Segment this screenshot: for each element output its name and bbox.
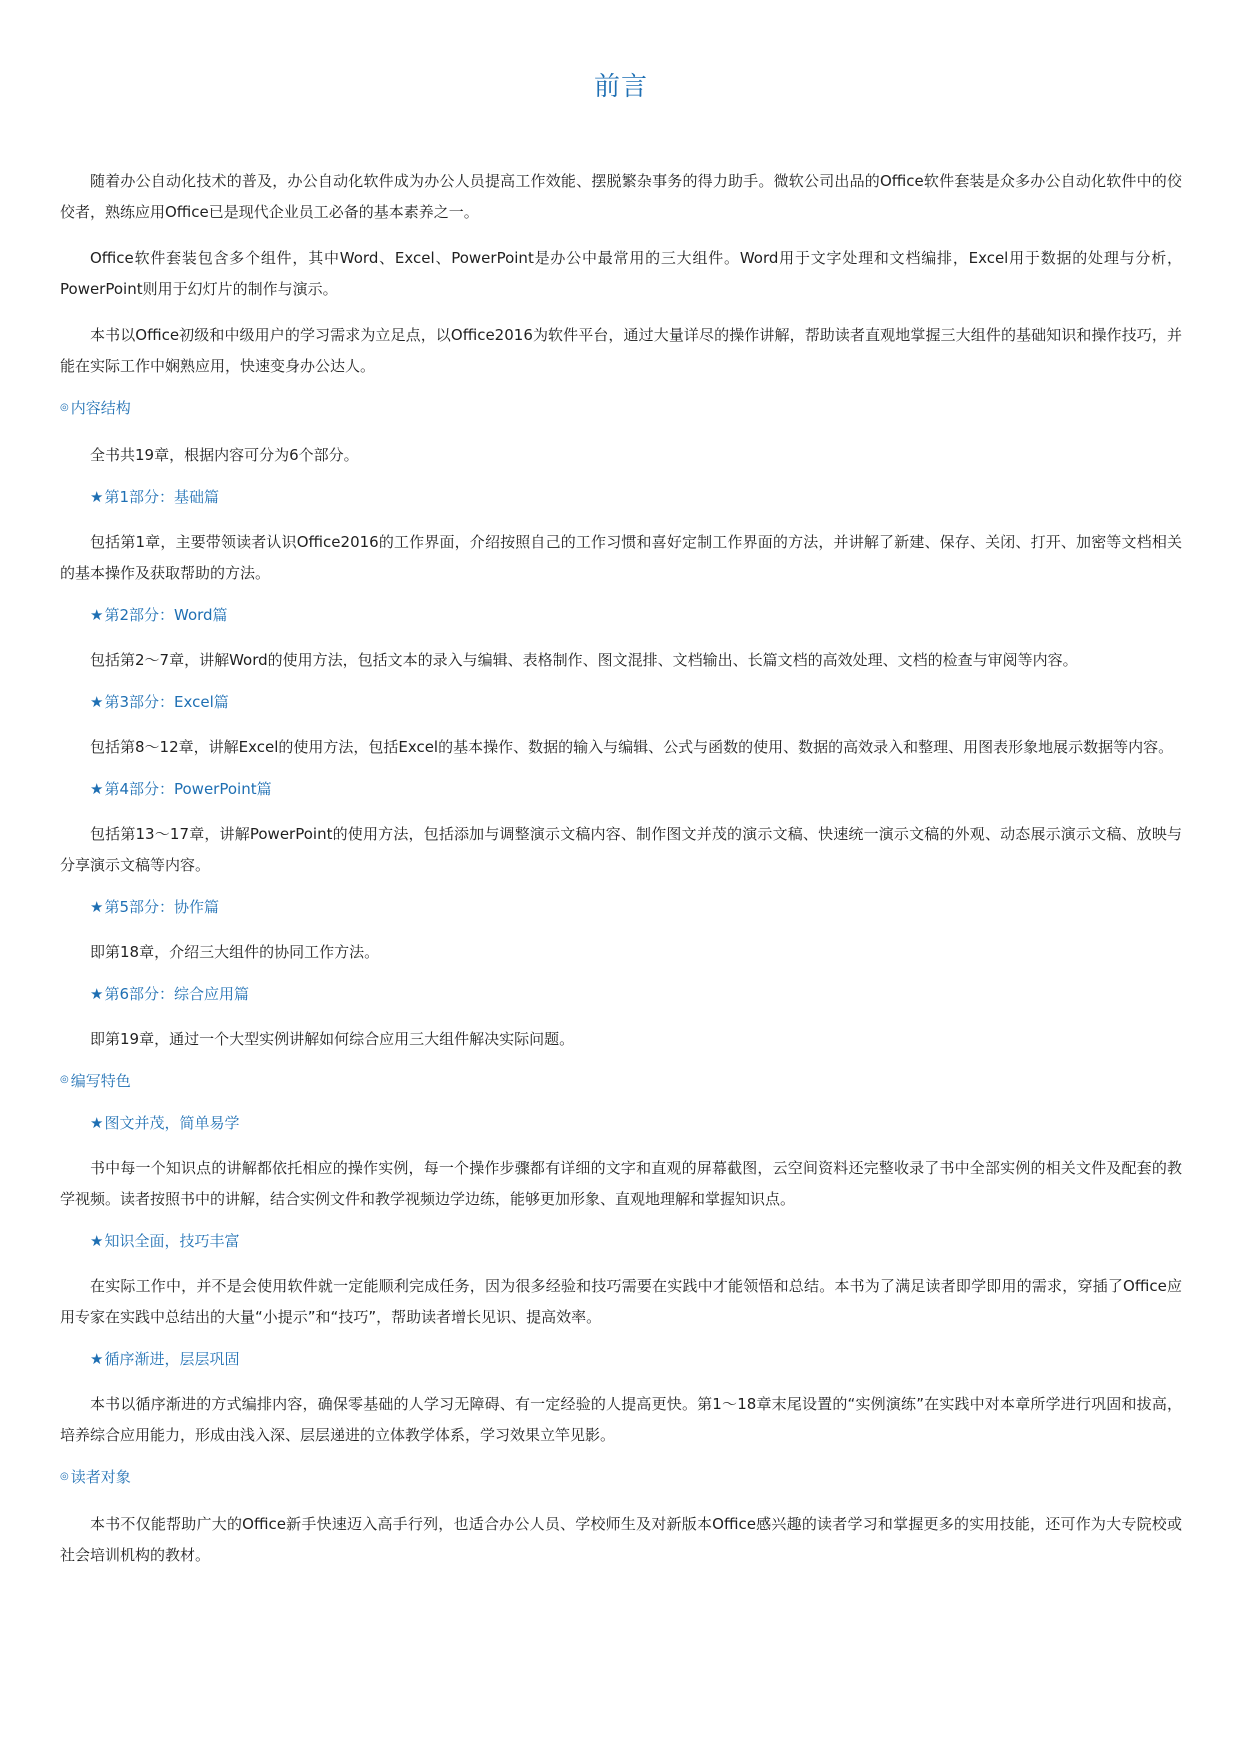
star-icon: ★ — [90, 984, 104, 1003]
part-heading — [60, 778, 1182, 800]
section-heading-label: 读者对象 — [70, 1468, 131, 1486]
part-description: 包括第13～17章，讲解PowerPoint的使用方法，包括添加与调整演示文稿内容、制作图文并茂的演示文稿、快速统一演示文稿的外观、动态展示演示文稿、放映与分享演示文稿等内容。 — [60, 824, 1182, 874]
feature-description: 本书以循序渐进的方式编排内容，确保零基础的人学习无障碍、有一定经验的人提高更快。第1～18章末尾设置的“实例演练”在实践中对本章所学进行巩固和拔高，培养综合应用能力，形成由浅入深、层层递进的立体教学体系，学习效果立竿见影。 — [60, 1395, 1182, 1444]
star-icon: ★ — [90, 1114, 104, 1132]
star-icon: ★ — [90, 605, 104, 624]
part-heading-label: 第2部分：Word篇 — [104, 605, 228, 624]
part-heading — [60, 604, 1182, 626]
part-description: 包括第8～12章，讲解Excel的使用方法，包括Excel的基本操作、数据的输入与编辑、公式与函数的使用、数据的高效录入和整理、用图表形象地展示数据等内容。 — [90, 737, 1174, 756]
star-icon: ★ — [90, 779, 104, 798]
part-heading — [60, 983, 1182, 1005]
part-description: 包括第2～7章，讲解Word的使用方法，包括文本的录入与编辑、表格制作、图文混排、文档输出、长篇文档的高效处理、文档的检查与审阅等内容。 — [90, 650, 1078, 669]
part-heading-label: 第1部分：基础篇 — [104, 487, 219, 506]
part-heading — [60, 896, 1182, 918]
star-icon: ★ — [90, 1232, 104, 1250]
feature-heading-label: 知识全面，技巧丰富 — [104, 1232, 240, 1250]
part-description: 包括第1章，主要带领读者认识Office2016的工作界面，介绍按照自己的工作习惯和喜好定制工作界面的方法，并讲解了新建、保存、关闭、打开、加密等文档相关的基本操作及获取帮助的方法。 — [60, 532, 1182, 582]
section-heading-label: 编写特色 — [70, 1071, 131, 1090]
part-description: 即第19章，通过一个大型实例讲解如何综合应用三大组件解决实际问题。 — [90, 1029, 575, 1048]
section-heading-audience — [60, 1466, 1182, 1489]
part-heading-label: 第3部分：Excel篇 — [104, 692, 229, 711]
intro-paragraph: Office软件套装包含多个组件，其中Word、Excel、PowerPoint是办公中最常用的三大组件。Word用于文字处理和文档编排，Excel用于数据的处理与分析，PowerPoint则用于幻灯片的制作与演示。 — [60, 249, 1182, 298]
star-icon: ★ — [90, 897, 104, 916]
section-heading-features — [60, 1070, 1182, 1093]
part-heading — [60, 691, 1182, 713]
intro-paragraph: 随着办公自动化技术的普及，办公自动化软件成为办公人员提高工作效能、摆脱繁杂事务的得力助手。微软公司出品的Office软件套装是众多办公自动化软件中的佼佼者，熟练应用Office已是现代企业员工必备的基本素养之一。 — [60, 172, 1182, 221]
feature-heading-label: 循序渐进，层层巩固 — [104, 1350, 240, 1368]
feature-heading — [60, 1230, 1182, 1252]
audience-description: 本书不仅能帮助广大的Office新手快速迈入高手行列，也适合办公人员、学校师生及对新版本Office感兴趣的读者学习和掌握更多的实用技能，还可作为大专院校或社会培训机构的教材。 — [60, 1514, 1182, 1564]
intro-paragraph: 本书以Office初级和中级用户的学习需求为立足点，以Office2016为软件平台，通过大量详尽的操作讲解，帮助读者直观地掌握三大组件的基础知识和操作技巧，并能在实际工作中娴熟应用，快速变身办公达人。 — [60, 326, 1182, 375]
feature-heading — [60, 1112, 1182, 1134]
part-heading-label: 第4部分：PowerPoint篇 — [104, 779, 272, 798]
star-icon: ★ — [90, 487, 104, 506]
feature-description: 书中每一个知识点的讲解都依托相应的操作实例，每一个操作步骤都有详细的文字和直观的屏幕截图，云空间资料还完整收录了书中全部实例的相关文件及配套的教学视频。读者按照书中的讲解，结合实例文件和教学视频边学边练，能够更加形象、直观地理解和掌握知识点。 — [60, 1159, 1182, 1208]
structure-summary: 全书共19章，根据内容可分为6个部分。 — [90, 445, 359, 464]
document-body — [60, 166, 1182, 1586]
star-icon: ★ — [90, 692, 104, 711]
part-description: 即第18章，介绍三大组件的协同工作方法。 — [90, 942, 380, 961]
feature-description: 在实际工作中，并不是会使用软件就一定能顺利完成任务，因为很多经验和技巧需要在实践中才能领悟和总结。本书为了满足读者即学即用的需求，穿插了Office应用专家在实践中总结出的大量“小提示”和“技巧”，帮助读者增长见识、提高效率。 — [60, 1277, 1182, 1326]
part-heading — [60, 486, 1182, 508]
section-bullet-icon: ◎ — [60, 1470, 69, 1482]
part-heading-label: 第6部分：综合应用篇 — [104, 984, 249, 1003]
section-bullet-icon: ◎ — [60, 401, 69, 413]
feature-heading-label: 图文并茂，简单易学 — [104, 1114, 240, 1132]
section-bullet-icon: ◎ — [60, 1074, 69, 1085]
star-icon: ★ — [90, 1350, 104, 1368]
section-heading-label: 内容结构 — [70, 399, 131, 417]
feature-heading — [60, 1348, 1182, 1370]
page-title: 前言 — [593, 72, 648, 102]
section-heading-structure — [60, 397, 1182, 420]
part-heading-label: 第5部分：协作篇 — [104, 897, 219, 916]
